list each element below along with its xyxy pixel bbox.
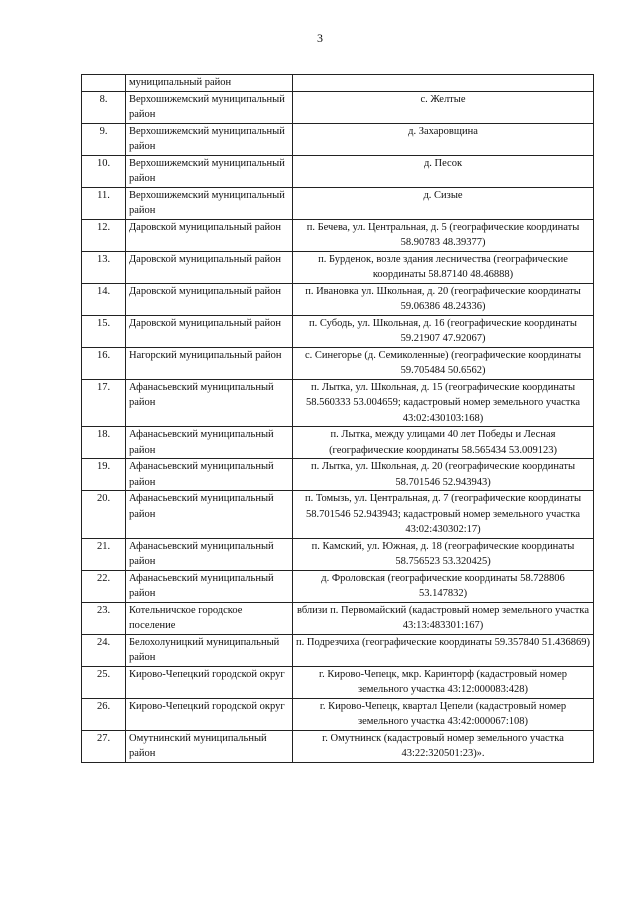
settlement-cell: п. Ивановка ул. Школьная, д. 20 (географические координаты 59.06386 48.24336): [293, 283, 594, 315]
table-row: [82, 427, 594, 459]
settlements-table: [81, 74, 594, 763]
district-cell: муниципальный район: [126, 75, 293, 92]
table-row: [82, 347, 594, 379]
settlement-cell: п. Лытка, ул. Школьная, д. 15 (географические координаты 58.560333 53.004659; кадастровый номер земельного участка 43:02:430103:168): [293, 379, 594, 427]
row-number: 22.: [82, 570, 126, 602]
district-cell: Даровской муниципальный район: [126, 251, 293, 283]
table-row: [82, 491, 594, 539]
district-cell: Котельничское городское поселение: [126, 602, 293, 634]
settlement-cell: с. Желтые: [293, 91, 594, 123]
row-number: 20.: [82, 491, 126, 539]
settlement-cell: п. Бечева, ул. Центральная, д. 5 (географические координаты 58.90783 48.39377): [293, 219, 594, 251]
district-cell: Афанасьевский муниципальный район: [126, 491, 293, 539]
settlement-cell: г. Кирово-Чепецк, мкр. Каринторф (кадастровый номер земельного участка 43:12:000083:428): [293, 666, 594, 698]
district-cell: Афанасьевский муниципальный район: [126, 570, 293, 602]
settlement-cell: [293, 75, 594, 92]
row-number: 18.: [82, 427, 126, 459]
table-row: [82, 251, 594, 283]
settlement-cell: г. Кирово-Чепецк, квартал Цепели (кадастровый номер земельного участка 43:42:000067:108): [293, 698, 594, 730]
table-row: [82, 155, 594, 187]
table-row: [82, 634, 594, 666]
district-cell: Белохолуницкий муниципальный район: [126, 634, 293, 666]
row-number: 9.: [82, 123, 126, 155]
district-cell: Афанасьевский муниципальный район: [126, 538, 293, 570]
row-number: 23.: [82, 602, 126, 634]
row-number: 11.: [82, 187, 126, 219]
settlement-cell: п. Лытка, между улицами 40 лет Победы и Лесная (географические координаты 58.565434 53.009123): [293, 427, 594, 459]
table-row: [82, 187, 594, 219]
row-number: 21.: [82, 538, 126, 570]
district-cell: Верхошижемский муниципальный район: [126, 187, 293, 219]
settlement-cell: д. Сизые: [293, 187, 594, 219]
row-number: 26.: [82, 698, 126, 730]
table-row: [82, 666, 594, 698]
page-number: 3: [317, 31, 323, 45]
district-cell: Кирово-Чепецкий городской округ: [126, 666, 293, 698]
table-row: [82, 283, 594, 315]
district-cell: Верхошижемский муниципальный район: [126, 91, 293, 123]
table-row: [82, 538, 594, 570]
table-row: [82, 75, 594, 92]
row-number: 13.: [82, 251, 126, 283]
settlement-cell: с. Синегорье (д. Семиколенные) (географические координаты 59.705484 50.6562): [293, 347, 594, 379]
table-row: [82, 730, 594, 762]
table-row: [82, 570, 594, 602]
table-row: [82, 315, 594, 347]
row-number: 19.: [82, 459, 126, 491]
table-row: [82, 602, 594, 634]
settlement-cell: вблизи п. Первомайский (кадастровый номер земельного участка 43:13:483301:167): [293, 602, 594, 634]
table-row: [82, 219, 594, 251]
district-cell: Верхошижемский муниципальный район: [126, 123, 293, 155]
district-cell: Нагорский муниципальный район: [126, 347, 293, 379]
district-cell: Афанасьевский муниципальный район: [126, 379, 293, 427]
settlement-cell: д. Фроловская (географические координаты 58.728806 53.147832): [293, 570, 594, 602]
settlement-cell: п. Лытка, ул. Школьная, д. 20 (географические координаты 58.701546 52.943943): [293, 459, 594, 491]
district-cell: Омутнинский муниципальный район: [126, 730, 293, 762]
row-number: 17.: [82, 379, 126, 427]
row-number: 25.: [82, 666, 126, 698]
district-cell: Кирово-Чепецкий городской округ: [126, 698, 293, 730]
row-number: 12.: [82, 219, 126, 251]
settlement-cell: д. Песок: [293, 155, 594, 187]
row-number: 8.: [82, 91, 126, 123]
district-cell: Даровской муниципальный район: [126, 219, 293, 251]
district-cell: Афанасьевский муниципальный район: [126, 427, 293, 459]
row-number: [82, 75, 126, 92]
row-number: 24.: [82, 634, 126, 666]
table-row: [82, 123, 594, 155]
settlement-cell: п. Камский, ул. Южная, д. 18 (географические координаты 58.756523 53.320425): [293, 538, 594, 570]
table-row: [82, 459, 594, 491]
row-number: 16.: [82, 347, 126, 379]
table-body: [82, 75, 594, 763]
district-cell: Верхошижемский муниципальный район: [126, 155, 293, 187]
district-cell: Афанасьевский муниципальный район: [126, 459, 293, 491]
table-row: [82, 91, 594, 123]
settlement-cell: п. Подрезчиха (географические координаты 59.357840 51.436869): [293, 634, 594, 666]
settlement-cell: д. Захаровщина: [293, 123, 594, 155]
row-number: 10.: [82, 155, 126, 187]
settlement-cell: п. Субодь, ул. Школьная, д. 16 (географические координаты 59.21907 47.92067): [293, 315, 594, 347]
table-row: [82, 379, 594, 427]
row-number: 15.: [82, 315, 126, 347]
settlement-cell: п. Бурденок, возле здания лесничества (географические координаты 58.87140 48.46888): [293, 251, 594, 283]
district-cell: Даровской муниципальный район: [126, 315, 293, 347]
district-cell: Даровской муниципальный район: [126, 283, 293, 315]
table-row: [82, 698, 594, 730]
row-number: 14.: [82, 283, 126, 315]
settlement-cell: г. Омутнинск (кадастровый номер земельного участка 43:22:320501:23)».: [293, 730, 594, 762]
row-number: 27.: [82, 730, 126, 762]
settlement-cell: п. Томызь, ул. Центральная, д. 7 (географические координаты 58.701546 52.943943; кадастровый номер земельного участка 43:02:430302:17): [293, 491, 594, 539]
